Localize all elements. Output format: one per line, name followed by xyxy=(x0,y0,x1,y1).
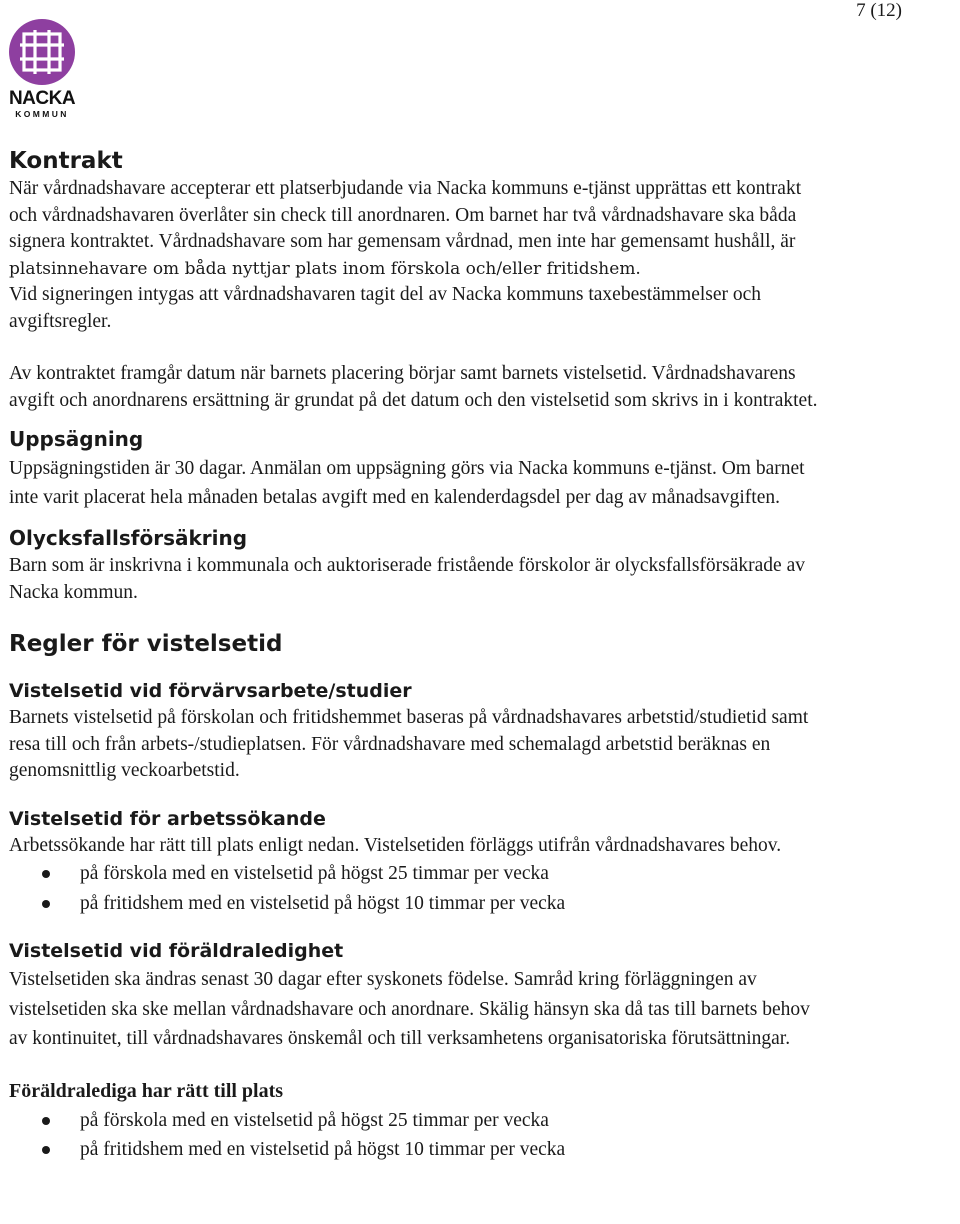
nacka-logo xyxy=(6,18,78,118)
text-line: Vid signeringen intygas att vårdnadshavaren tagit del av Nacka kommuns taxebestämmelser och xyxy=(9,284,762,305)
uppsagning-paragraph xyxy=(9,454,957,512)
text-line: När vårdnadshavare accepterar ett platserbjudande via Nacka kommuns e-tjänst upprättas ett kontrakt xyxy=(9,178,802,199)
heading-forvarvsarbete: Vistelsetid vid förvärvsarbete/studier xyxy=(9,680,412,702)
kontrakt-paragraph-2 xyxy=(9,361,957,414)
text-line: inte varit placerat hela månaden betalas avgift med en kalenderdagsdel per dag av månadsavgiften. xyxy=(9,487,780,508)
kontrakt-paragraph-1 xyxy=(9,176,957,335)
text-line: signera kontraktet. Vårdnadshavare som har gemensam vårdnad, men inte har gemensamt hushåll, är xyxy=(9,231,796,252)
text-line: Uppsägningstiden är 30 dagar. Anmälan om uppsägning görs via Nacka kommuns e-tjänst. Om barnet xyxy=(9,458,805,479)
olycksfall-paragraph xyxy=(9,553,957,606)
logo-name: NACKA xyxy=(8,88,76,109)
text-line: och vårdnadshavaren överlåter sin check till anordnaren. Om barnet har två vårdnadshavare ska båda xyxy=(9,204,797,226)
heading-kontrakt: Kontrakt xyxy=(9,148,123,174)
foraldraledighet-paragraph xyxy=(9,965,957,1054)
text-line: avgiftsregler. xyxy=(9,310,112,332)
text-line: Arbetssökande har rätt till plats enligt nedan. Vistelsetiden förläggs utifrån vårdnadshavares behov. xyxy=(9,834,782,856)
document-body xyxy=(9,140,957,1165)
heading-regler-for-vistelsetid: Regler för vistelsetid xyxy=(9,631,283,657)
heading-uppsagning: Uppsägning xyxy=(9,427,144,451)
text-line: genomsnittlig veckoarbetstid. xyxy=(9,760,240,781)
arbetssokande-list xyxy=(9,859,957,918)
list-item: på förskola med en vistelsetid på högst 25 timmar per vecka xyxy=(9,859,957,889)
list-item: på fritidshem med en vistelsetid på högst 10 timmar per vecka xyxy=(9,889,957,919)
heading-foraldraledighet: Vistelsetid vid föräldraledighet xyxy=(9,940,344,962)
text-line: platsinnehavare om båda nyttjar plats inom förskola och/eller fritidshem. xyxy=(9,258,641,279)
forvarv-paragraph xyxy=(9,705,957,785)
heading-olycksfallsforsakring: Olycksfallsförsäkring xyxy=(9,526,248,550)
text-line: resa till och från arbets-/studieplatsen. För vårdnadshavare med schemalagd arbetstid beräknas en xyxy=(9,733,771,755)
text-line: Barn som är inskrivna i kommunala och auktoriserade fristående förskolor är olycksfallsförsäkrade av xyxy=(9,555,805,576)
text-line: vistelsetiden ska ske mellan vårdnadshavare och anordnare. Skälig hänsyn ska då tas till barnets behov xyxy=(9,998,810,1020)
list-item: på förskola med en vistelsetid på högst 25 timmar per vecka xyxy=(9,1106,957,1136)
text-line: Vistelsetiden ska ändras senast 30 dagar efter syskonets födelse. Samråd kring förläggningen av xyxy=(9,969,757,990)
text-line: Av kontraktet framgår datum när barnets placering börjar samt barnets vistelsetid. Vårdnadshavarens xyxy=(9,363,796,384)
text-line: Nacka kommun. xyxy=(9,581,138,603)
text-line: Barnets vistelsetid på förskolan och fritidshemmet baseras på vårdnadshavares arbetstid/studietid samt xyxy=(9,707,809,728)
foraldralediga-list xyxy=(9,1106,957,1165)
page-number: 7 (12) xyxy=(856,0,902,21)
text-line: avgift och anordnarens ersättning är grundat på det datum och den vistelsetid som skrivs in i kontraktet. xyxy=(9,389,818,411)
nacka-emblem-icon xyxy=(6,18,78,88)
list-item: på fritidshem med en vistelsetid på högst 10 timmar per vecka xyxy=(9,1135,957,1165)
heading-foraldralediga: Föräldralediga har rätt till plats xyxy=(9,1079,284,1102)
heading-arbetssokande: Vistelsetid för arbetssökande xyxy=(9,807,326,830)
arbetssokande-intro xyxy=(9,833,957,860)
logo-subname: KOMMUN xyxy=(15,109,69,119)
text-line: av kontinuitet, till vårdnadshavares önskemål och till verksamhetens organisatoriska förutsättningar. xyxy=(9,1028,791,1049)
